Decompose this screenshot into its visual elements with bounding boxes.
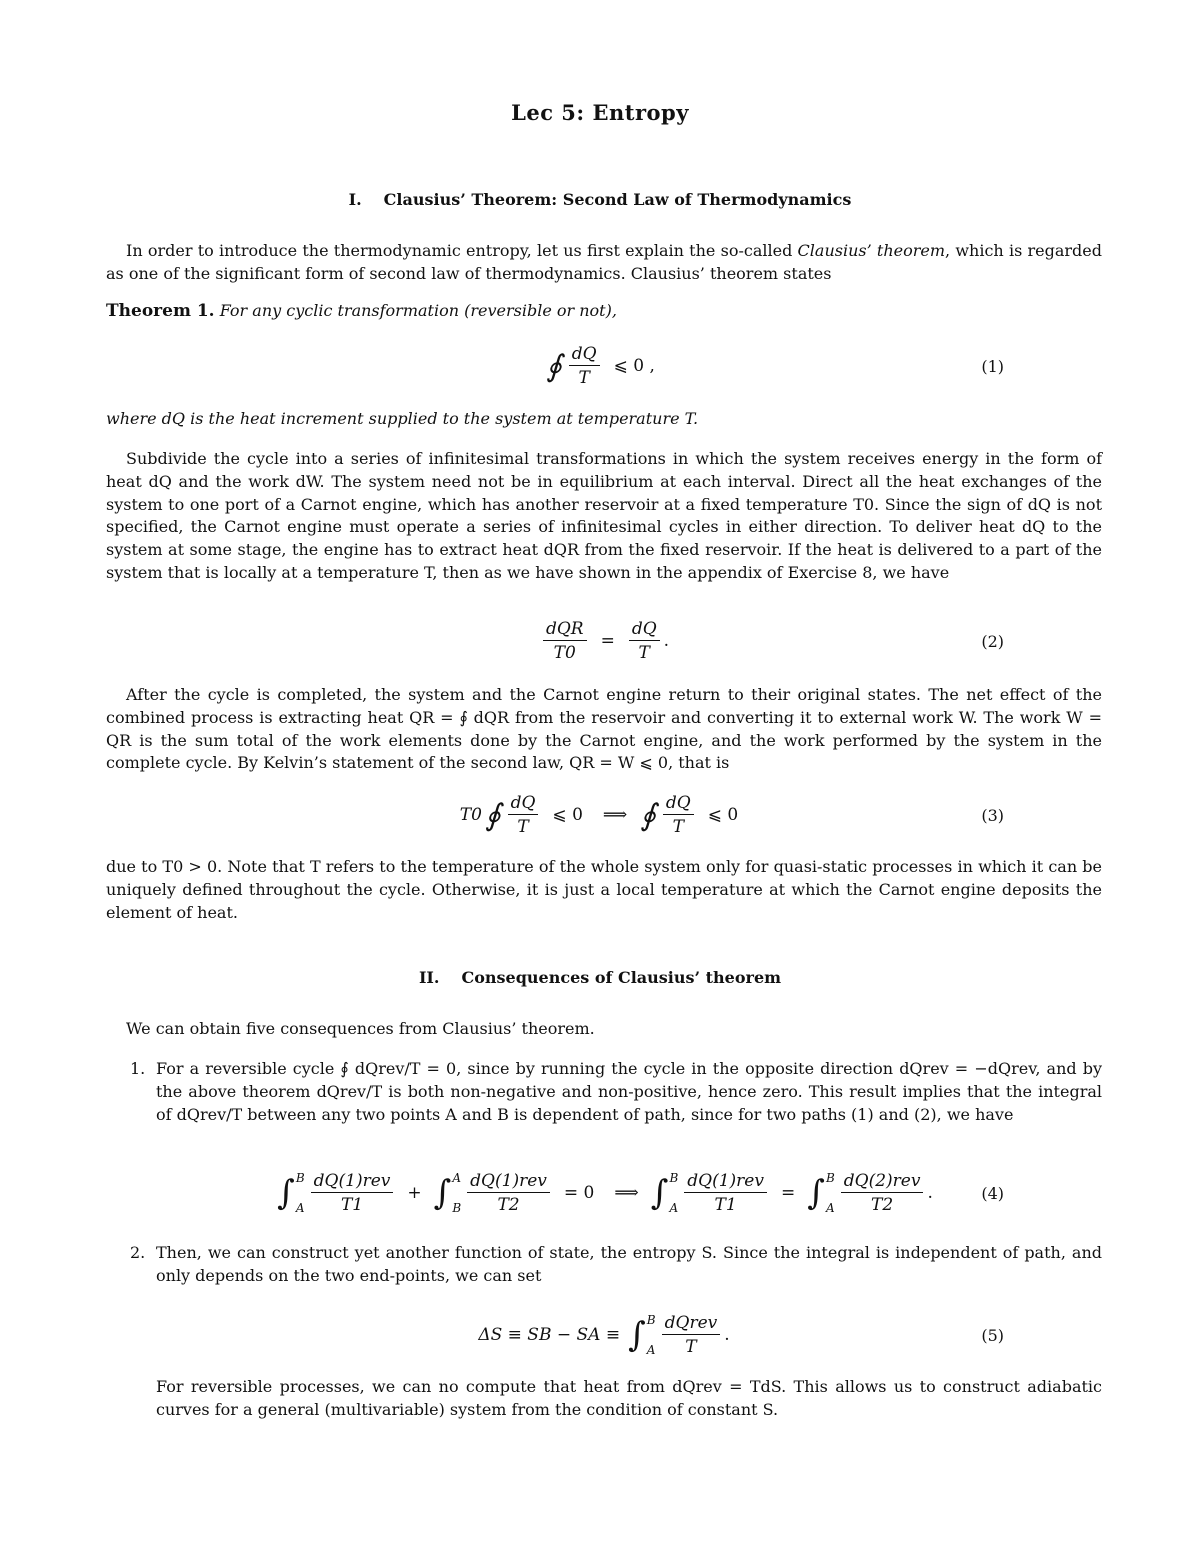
- paragraph-2: Subdivide the cycle into a series of infinitesimal transformations in which the system receives energy in the form of heat dQ and the work dW. The system need not be in equilibrium at each interval. Direct all the heat exchanges of the system to one port of a Carnot engine, which has another reservoir at a fixed temperature T0. Since the sign of dQ is not specified, the Carnot engine must operate a series of infinitesimal cycles in either direction. To deliver heat dQ to the system at some stage, the engine has to extract heat dQR from the fixed reservoir. If the heat is delivered to a part of the system that is locally at a temperature T, then as we have shown in the appendix of Exercise 8, we have: [106, 449, 1102, 582]
- numerator: dQrev: [662, 1313, 721, 1335]
- numerator: dQ: [569, 344, 600, 366]
- denominator: T2: [497, 1195, 520, 1215]
- intro-emphasis: Clausius’ theorem: [797, 241, 946, 260]
- lower-limit: A: [295, 1201, 305, 1215]
- intro-text-2: , which is regarded as one of the significant form of second law of thermodynamics. Clausius’ theorem states: [106, 241, 1103, 283]
- upper-limit: B: [646, 1313, 656, 1327]
- upper-limit: A: [452, 1171, 462, 1185]
- list-item-1: [130, 1058, 1102, 1126]
- integral-a-to-b: ∫ B A: [277, 1171, 305, 1215]
- lower-limit: A: [646, 1343, 656, 1357]
- contour-integral-symbol: ∮: [546, 348, 562, 384]
- equation-number-5: (5): [981, 1325, 1004, 1345]
- section-1-number: I.: [348, 190, 362, 209]
- relation: ⩽ 0 ,: [613, 356, 655, 376]
- fraction-dqrev-over-t: [662, 1313, 721, 1357]
- equals: =: [600, 631, 615, 651]
- page-title: Lec 5: Entropy: [511, 100, 689, 125]
- period: .: [724, 1325, 730, 1345]
- integral-a-to-b: ∫ B A: [628, 1313, 656, 1357]
- equation-number-1: (1): [981, 356, 1004, 376]
- integral-a-to-b: ∫ B A: [650, 1171, 679, 1215]
- plus: +: [407, 1183, 422, 1203]
- equation-number-4: (4): [981, 1183, 1004, 1203]
- integral-b-to-a: ∫ A B: [433, 1171, 462, 1215]
- section-1-heading-text: Clausius’ Theorem: Second Law of Thermodynamics: [383, 190, 852, 209]
- fraction-dqr-over-t0: [543, 619, 587, 663]
- numerator: dQ(1)rev: [684, 1171, 767, 1193]
- theorem-where: [106, 408, 1102, 431]
- equals: =: [780, 1183, 796, 1203]
- relation: ⩽ 0: [707, 805, 739, 825]
- implies-arrow: ⟹: [614, 1183, 639, 1203]
- section-1-heading: [0, 190, 1200, 209]
- implies-arrow: ⟹: [602, 805, 628, 825]
- contour-integral-symbol: ∮: [484, 797, 501, 833]
- intro-paragraph: [106, 240, 1102, 286]
- denominator: T1: [340, 1195, 364, 1215]
- contour-integral-symbol: ∮: [640, 797, 656, 833]
- fraction-dqrev1-over-t2: [467, 1171, 550, 1215]
- theorem-1: [106, 300, 1102, 323]
- equation-number-2: (2): [981, 631, 1004, 651]
- denominator: T: [517, 817, 529, 837]
- theorem-statement: For any cyclic transformation (reversible or not),: [219, 301, 617, 320]
- entropy-difference: ΔS ≡ SB − SA ≡: [478, 1325, 621, 1345]
- fraction-dq-over-t: [663, 793, 694, 837]
- integral-a-to-b: ∫ B A: [807, 1171, 835, 1215]
- fraction-dqrev1-over-t1: [684, 1171, 767, 1215]
- denominator: T0: [553, 643, 576, 663]
- list-item-2-after-text: For reversible processes, we can no compute that heat from dQrev = TdS. This allows us to construct adiabatic curves for a general (multivariable) system from the condition of constant S.: [156, 1377, 1102, 1419]
- list-item-2-label: 2.: [130, 1243, 146, 1262]
- section-2-intro: We can obtain five consequences from Clausius’ theorem.: [126, 1019, 595, 1038]
- denominator: T: [672, 817, 684, 837]
- numerator: dQ: [508, 793, 539, 815]
- upper-limit: B: [669, 1171, 679, 1185]
- paragraph-3: After the cycle is completed, the system and the Carnot engine return to their original states. The net effect of the combined process is extracting heat QR = ∮ dQR from the reservoir and converting it to external work W. The work W = QR is the sum total of the work elements done by the Carnot engine, and the work performed by the system in the complete cycle. By Kelvin’s statement of the second law, QR = W ⩽ 0, that is: [106, 685, 1102, 773]
- denominator: T: [638, 643, 650, 663]
- equation-number-3: (3): [981, 805, 1004, 825]
- section-2-heading: [0, 968, 1200, 987]
- list-item-2-continued: [130, 1376, 1102, 1422]
- fraction-dq-over-t: [508, 793, 539, 837]
- fraction-dq-over-t: [569, 344, 600, 388]
- paragraph-4: due to T0 > 0. Note that T refers to the temperature of the whole system only for quasi-static processes in which it can be uniquely defined throughout the cycle. Otherwise, it is just a local temperature at which the Carnot engine deposits the element of heat.: [106, 857, 1102, 922]
- t0: T0: [459, 805, 482, 825]
- equation-4: [106, 1160, 1102, 1226]
- fraction-dqrev2-over-t2: [841, 1171, 924, 1215]
- numerator: dQ(1)rev: [467, 1171, 550, 1193]
- list-item-2-text: Then, we can construct yet another function of state, the entropy S. Since the integral is independent of path, and only depends on the two end-points, we can set: [156, 1243, 1102, 1285]
- upper-limit: B: [825, 1171, 835, 1185]
- list-item-2: [130, 1242, 1102, 1288]
- intro-text-1: In order to introduce the thermodynamic entropy, let us first explain the so-called: [126, 241, 798, 260]
- equation-5: [106, 1304, 1102, 1366]
- lower-limit: B: [452, 1201, 462, 1215]
- list-item-1-text: For a reversible cycle ∮ dQrev/T = 0, since by running the cycle in the opposite direction dQrev = −dQrev, and by the above theorem dQrev/T is both non-negative and non-positive, hence zero. This result implies that the integral of dQrev/T between any two points A and B is dependent of path, since for two paths (1) and (2), we have: [156, 1059, 1102, 1124]
- lower-limit: A: [669, 1201, 679, 1215]
- equation-2: [106, 612, 1102, 670]
- section-2-heading-text: Consequences of Clausius’ theorem: [461, 968, 782, 987]
- section-2-number: II.: [418, 968, 440, 987]
- upper-limit: B: [295, 1171, 305, 1185]
- numerator: dQ: [629, 619, 660, 641]
- numerator: dQ(1)rev: [311, 1171, 394, 1193]
- lower-limit: A: [825, 1201, 835, 1215]
- relation: ⩽ 0: [552, 805, 583, 825]
- denominator: T2: [871, 1195, 894, 1215]
- numerator: dQR: [543, 619, 587, 641]
- denominator: T1: [714, 1195, 737, 1215]
- theorem-where-text: where dQ is the heat increment supplied to the system at temperature T.: [106, 409, 699, 428]
- numerator: dQ(2)rev: [841, 1171, 924, 1193]
- fraction-dq-over-t: [629, 619, 660, 663]
- equation-1: [106, 338, 1102, 394]
- period: .: [663, 631, 670, 651]
- equation-3: [106, 786, 1102, 844]
- theorem-label: Theorem 1.: [106, 301, 215, 321]
- equals-zero: = 0: [563, 1183, 595, 1203]
- fraction-dqrev1-over-t1: [311, 1171, 394, 1215]
- denominator: T: [578, 368, 590, 388]
- period: .: [927, 1183, 933, 1203]
- denominator: T: [685, 1337, 697, 1357]
- list-item-1-label: 1.: [130, 1059, 146, 1078]
- numerator: dQ: [663, 793, 694, 815]
